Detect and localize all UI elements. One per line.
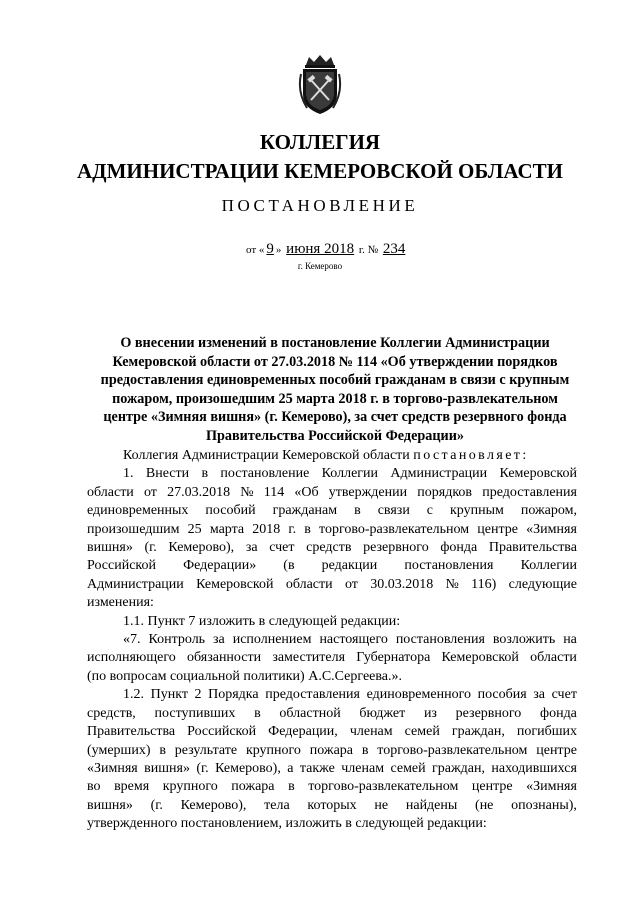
date-day: 9 bbox=[266, 241, 274, 257]
title-line: Кемеровской области от 27.03.2018 № 114 «Об утверждении порядков bbox=[112, 353, 558, 370]
intro-text: Коллегия Администрации Кемеровской области bbox=[123, 448, 410, 463]
paragraph-line: единовременных пособий гражданам в связи с крупным пожаром, bbox=[87, 503, 577, 519]
paragraph-line: «Зимняя вишня» (г. Кемерово), а также членам семей граждан, находившихся bbox=[87, 760, 577, 776]
paragraph-line: 1.1. Пункт 7 изложить в следующей редакции: bbox=[123, 613, 401, 629]
intro-line bbox=[87, 447, 577, 465]
paragraph-line: Администрации Кемеровской области от 30.03.2018 № 116) следующие bbox=[87, 576, 577, 592]
paragraph-line: вишня» (г. Кемерово), тела которых не найдены (не опознаны), bbox=[87, 797, 577, 813]
document-title bbox=[95, 334, 575, 445]
title-line: Правительства Российской Федерации» bbox=[206, 427, 464, 444]
title-line: центре «Зимняя вишня» (г. Кемерово), за счет средств резервного фонда bbox=[103, 409, 567, 425]
document-type: ПОСТАНОВЛЕНИЕ bbox=[221, 196, 419, 215]
date-prefix: от « bbox=[246, 244, 265, 256]
coat-of-arms-icon bbox=[297, 54, 343, 116]
paragraph-line: 1. Внести в постановление Коллегии Администрации Кемеровской bbox=[123, 466, 577, 482]
intro-resolves: постановляет: bbox=[413, 448, 529, 463]
org-title-line2: АДМИНИСТРАЦИИ КЕМЕРОВСКОЙ ОБЛАСТИ bbox=[76, 159, 564, 183]
title-line: пожаром, произошедшим 25 марта 2018 г. в торгово-развлекательном bbox=[112, 390, 558, 407]
date-month-year: июня 2018 bbox=[286, 241, 355, 257]
paragraph-line: средств, поступивших в областной бюджет из резервного фонда bbox=[87, 705, 577, 721]
paragraph-line: Правительства Российской Федерации, членам семей граждан, погибших bbox=[87, 724, 577, 740]
paragraph-line: 1.2. Пункт 2 Порядка предоставления единовременного пособия за счет bbox=[123, 687, 577, 703]
title-line: предоставления единовременных пособий гражданам в связи с крупным bbox=[100, 372, 570, 388]
paragraph-line: области от 27.03.2018 № 114 «Об утверждении порядков предоставления bbox=[87, 484, 577, 500]
document-body bbox=[87, 447, 577, 834]
date-suffix: г. № bbox=[358, 244, 379, 256]
paragraph-line: изменения: bbox=[87, 595, 154, 611]
paragraph-line: исполняющего обязанности заместителя Губернатора Кемеровской области bbox=[87, 650, 577, 666]
paragraph-line: (по вопросам социальной политики) А.С.Сергеева.». bbox=[87, 668, 403, 684]
paragraph-line: «7. Контроль за исполнением настоящего постановления возложить на bbox=[123, 632, 577, 648]
date-mid: » bbox=[275, 244, 282, 256]
date-line bbox=[246, 241, 407, 258]
document-number: 234 bbox=[382, 241, 406, 257]
paragraph-line: во время крупного пожара в торгово-развлекательном центре «Зимняя bbox=[87, 779, 577, 795]
title-line: О внесении изменений в постановление Коллегии Администрации bbox=[120, 335, 550, 351]
paragraph-line: вишня» (г. Кемерово), за счет средств резервного фонда Правительства bbox=[87, 540, 577, 556]
city: г. Кемерово bbox=[297, 261, 343, 271]
org-title-line1: КОЛЛЕГИЯ bbox=[259, 130, 381, 154]
paragraph-line: Российской Федерации» (в редакции постановления Коллегии bbox=[87, 558, 577, 574]
paragraph-line: произошедшим 25 марта 2018 г. в торгово-развлекательном центре «Зимняя bbox=[87, 521, 577, 537]
paragraph-line: утвержденного постановлением, изложить в следующей редакции: bbox=[87, 816, 487, 832]
paragraph-line: (умерших) в результате крупного пожара в торгово-развлекательном центре bbox=[87, 742, 577, 758]
